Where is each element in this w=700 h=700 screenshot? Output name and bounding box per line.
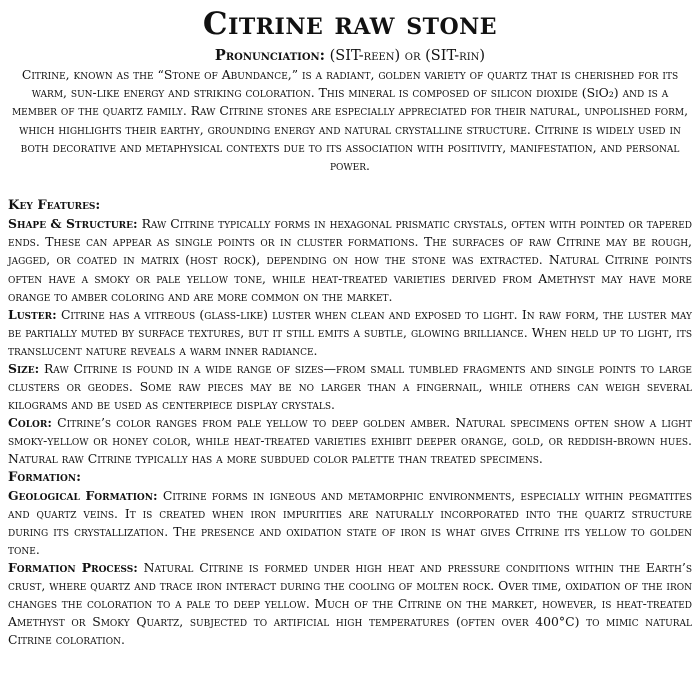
feature-text: Citrine’s color ranges from pale yellow to deep golden amber. Natural specimens often show a light smoky-yellow or honey color, while heat-treated varieties exhibit deeper orange, gold, or reddish-brown hues. Natural raw Citrine typically has a more subdued color palette than treated specimens. [8,415,692,467]
pronunciation-label: Pronunciation: [214,47,326,64]
feature-label: Luster: [8,306,57,322]
feature-shape-structure [8,215,692,305]
pronunciation-line [8,46,692,66]
formation-text: Natural Citrine is formed under high heat and pressure conditions within the Earth’s crust, where quartz and trace iron interact during the cooling of molten rock. Over time, oxidation of the iron changes the coloration to a pale to deep yellow. Much of the Citrine on the market, however, is heat-treated Amethyst or Smoky Quartz, subjected to artificial high temperatures (often over 400°C) to mimic natural Citrine coloration. [8,559,693,648]
key-features-section [8,197,692,468]
formation-section [8,469,692,650]
feature-size [8,360,692,414]
feature-text: Citrine has a vitreous (glass-like) luster when clean and exposed to light. In raw form, the luster may be partially muted by surface textures, but it still emits a subtle, glowing brilliance. When held up to light, its translucent nature reveals a warm inner radiance. [8,306,692,358]
feature-label: Shape & Structure: [8,216,138,232]
formation-label: Formation Process: [8,559,138,575]
page-title: Citrine raw stone [202,6,498,42]
feature-text: Raw Citrine typically forms in hexagonal prismatic crystals, often with pointed or tapered ends. These can appear as single points or in cluster formations. The surfaces of raw Citrine may be rough, jagged, or coated in matrix (host rock), depending on how the stone was extracted. Natural Citrine points often have a smoky or pale yellow tone, while heat-treated varieties derived from Amethyst may have more orange to amber coloring and are more common on the market. [8,216,692,304]
pronunciation-value: (SIT-reen) or (SIT-rin) [325,48,486,64]
feature-label: Color: [8,415,52,431]
formation-geological [8,487,692,559]
formation-heading: Formation: [8,469,81,485]
formation-label: Geological Formation: [8,487,158,503]
formation-text: Citrine forms in igneous and metamorphic environments, especially within pegmatites and quartz veins. It is created when iron impurities are naturally incorporated into the quartz structure during its crystallization. The presence and oxidation state of iron is what gives Citrine its yellow to golden tone. [8,487,692,557]
feature-label: Size: [8,360,40,376]
document-page [8,6,692,649]
intro-paragraph: Citrine, known as the “Stone of Abundance,” is a radiant, golden variety of quartz that is cherished for its warm, sun-like energy and striking coloration. This mineral is composed of silicon dioxide (SiO₂) and is a member of the quartz family. Raw Citrine stones are especially appreciated for their natural, unpolished form, which highlights their earthy, grounding energy and natural crystalline structure. Citrine is widely used in both decorative and metaphysical contexts due to its association with positivity, manifestation, and personal power. [11,67,689,174]
feature-luster [8,306,692,360]
feature-text: Raw Citrine is found in a wide range of sizes—from small tumbled fragments and single points to large clusters or geodes. Some raw pieces may be no larger than a fingernail, while others can weigh several kilograms and be used as centerpiece display crystals. [8,360,692,413]
feature-color [8,414,692,468]
key-features-heading: Key Features: [8,198,101,214]
formation-process [8,559,692,649]
